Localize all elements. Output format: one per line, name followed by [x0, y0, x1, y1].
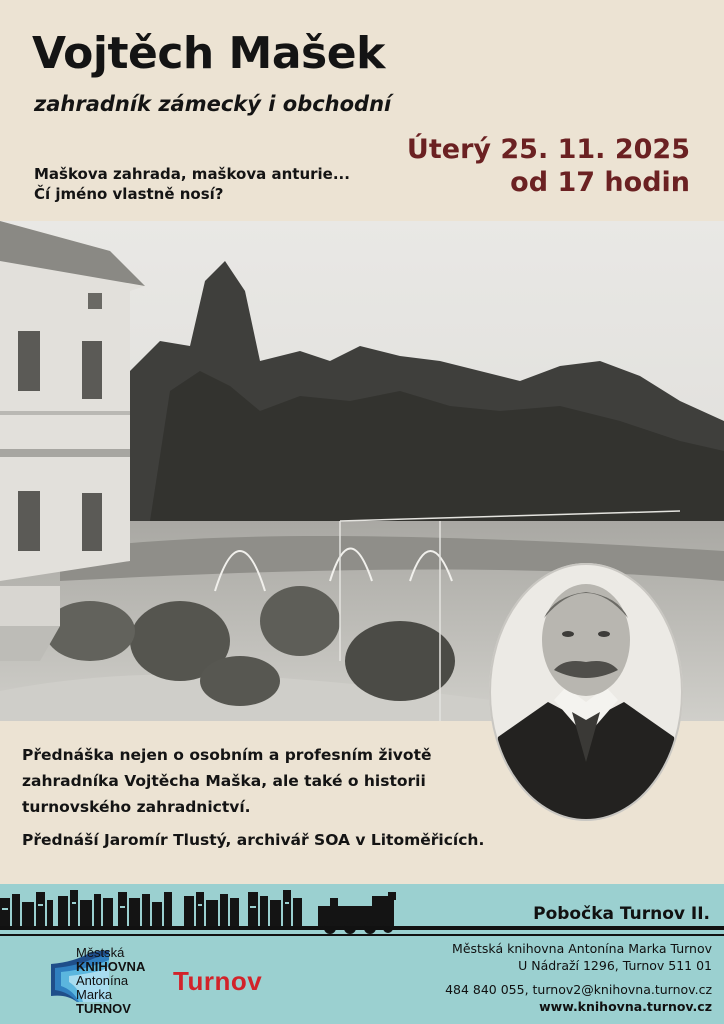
- event-date: Úterý 25. 11. 2025: [406, 134, 690, 165]
- teaser-line-2: Čí jméno vlastně nosí?: [34, 185, 224, 203]
- turnov-city-logo: Turnov: [173, 966, 263, 996]
- library-address: [452, 940, 712, 974]
- library-logo-text: [76, 946, 145, 1016]
- contact-phone-email[interactable]: 484 840 055, turnov2@knihovna.turnov.cz: [445, 982, 712, 997]
- portrait-vojtech-masek: [488, 562, 684, 822]
- website-link[interactable]: www.knihovna.turnov.cz: [539, 999, 712, 1014]
- address-line-2: U Nádraží 1296, Turnov 511 01: [518, 958, 712, 973]
- shelf-rail-top: [0, 926, 724, 930]
- description-paragraph: Přednáška nejen o osobním a profesním životě zahradníka Vojtěcha Maška, ale také o historii turnovského zahradnictví.: [22, 746, 432, 816]
- shelf-rail-bottom: [0, 934, 724, 936]
- library-contact: [445, 981, 712, 1015]
- lecturer-line: Přednáší Jaromír Tlustý, archivář SOA v Litoměřicích.: [22, 831, 485, 849]
- branch-name: Pobočka Turnov II.: [533, 904, 710, 924]
- logo-line: TURNOV: [76, 1001, 131, 1016]
- event-time: od 17 hodin: [510, 167, 690, 198]
- poster-title: Vojtěch Mašek: [32, 28, 385, 79]
- address-line-1: Městská knihovna Antonína Marka Turnov: [452, 941, 712, 956]
- logo-line: Městská: [76, 945, 125, 960]
- logo-line: KNIHOVNA: [76, 959, 146, 974]
- logo-line: Marka: [76, 987, 113, 1002]
- logo-line: Antonína: [76, 973, 129, 988]
- poster-subtitle: zahradník zámecký i obchodní: [34, 92, 392, 116]
- teaser-question: [34, 164, 350, 204]
- event-description: [22, 742, 492, 853]
- teaser-line-1: Maškova zahrada, maškova anturie...: [34, 165, 350, 183]
- event-date-block: [407, 133, 690, 199]
